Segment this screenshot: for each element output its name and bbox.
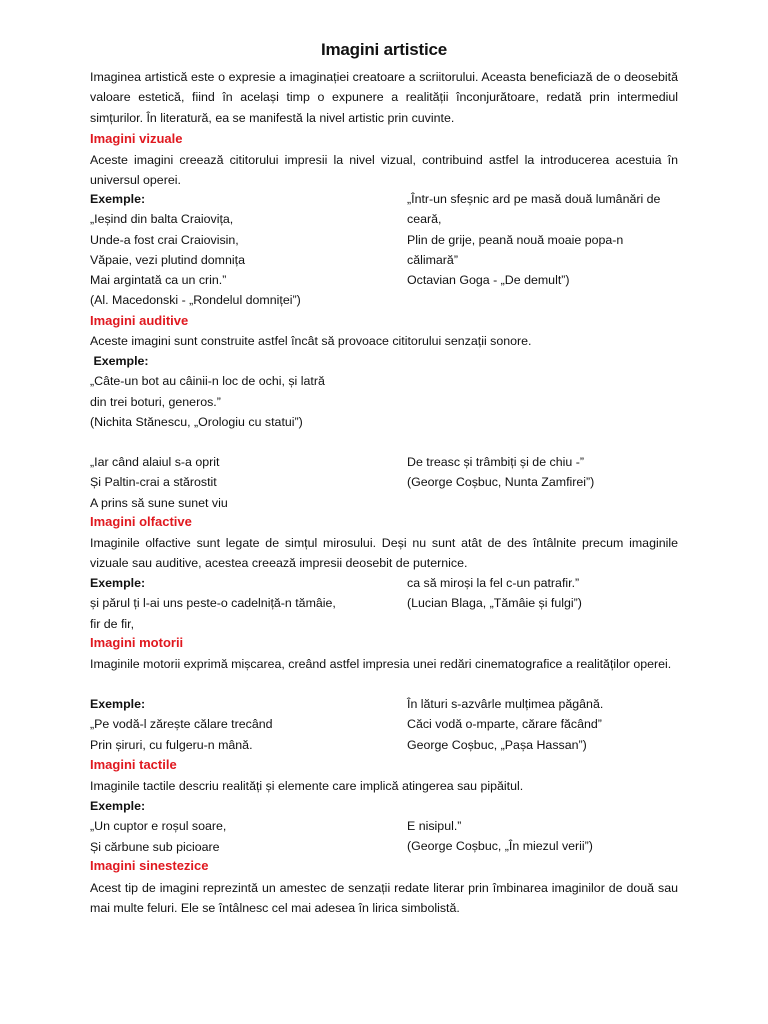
auditive-examples-right xyxy=(407,452,594,493)
intro-paragraph: Imaginea artistică este o expresie a imaginației creatoare a scriitorului. Aceasta beneficiază de o deosebită valoare estetică, fiind în același timp o expunere a realității înconjurătoare, redată prin intermediul simțurilor. În literatură, ea se manifestă la nivel artistic prin cuvinte. xyxy=(90,70,678,125)
verse-citation: (Al. Macedonski - „Rondelul domniței”) xyxy=(90,293,301,308)
page-title: Imagini artistice xyxy=(320,40,448,59)
heading-imagini-vizuale: Imagini vizuale xyxy=(90,131,183,146)
tactile-examples-left xyxy=(90,796,226,857)
verse-line: A prins să sune sunet viu xyxy=(90,495,228,510)
verse-line: Văpaie, vezi plutind domnița xyxy=(90,252,245,267)
verse-line: Prin șiruri, cu fulgeru-n mână. xyxy=(90,737,253,752)
verse-line: „Ieșind din balta Craiovița, xyxy=(90,212,234,227)
verse-line: „Într-un sfeșnic ard pe masă două lumânări de xyxy=(407,192,661,206)
verse-line: fir de fir, xyxy=(90,616,135,631)
verse-line: „Iar când alaiul s-a oprit xyxy=(90,455,220,469)
heading-imagini-sinestezice: Imagini sinestezice xyxy=(90,858,209,873)
heading-imagini-tactile: Imagini tactile xyxy=(90,757,177,772)
verse-line: din trei boturi, generos.” xyxy=(90,394,221,409)
auditive-paragraph: Aceste imagini sunt construite astfel încât să provoace cititorului senzații sonore. xyxy=(90,334,532,348)
verse-line: Plin de grije, peană nouă moaie popa-n xyxy=(407,232,624,247)
verse-line: și părul ți l-ai uns peste-o cadelniță-n tămâie, xyxy=(90,596,336,611)
vizuale-examples-left xyxy=(90,189,301,311)
verse-line: E nisipul.” xyxy=(407,819,462,833)
motorii-examples-right xyxy=(407,694,603,755)
tactile-paragraph: Imaginile tactile descriu realități și elemente care implică atingerea sau pipăitul. xyxy=(90,779,524,793)
verse-citation: Octavian Goga - „De demult”) xyxy=(407,273,570,288)
verse-line: ca să miroși la fel c-un patrafir.” xyxy=(407,576,580,590)
olfactive-examples-right xyxy=(407,573,582,614)
verse-citation: (George Coșbuc, „În miezul verii”) xyxy=(407,839,593,854)
exemple-label: Exemple: xyxy=(90,192,146,206)
olfactive-examples-left xyxy=(90,573,336,634)
exemple-label: Exemple: xyxy=(90,354,149,368)
verse-citation: (George Coșbuc, Nunta Zamfirei”) xyxy=(407,475,595,490)
auditive-example-1 xyxy=(90,351,325,432)
verse-line: În lături s-azvârle mulțimea păgână. xyxy=(407,697,604,711)
exemple-label: Exemple: xyxy=(90,799,146,813)
verse-citation: George Coșbuc, „Pașa Hassan”) xyxy=(407,737,587,752)
verse-line: Și cărbune sub picioare xyxy=(90,839,220,854)
motorii-examples-left xyxy=(90,694,273,755)
verse-citation: (Nichita Stănescu, „Orologiu cu statui”) xyxy=(90,414,303,429)
motorii-paragraph: Imaginile motorii exprimă mișcarea, creând astfel impresia unei redări cinematografice a realităților operei. xyxy=(90,657,672,671)
vizuale-paragraph: Aceste imagini creează cititorului impresii la nivel vizual, contribuind astfel la introducerea acestuia în universul operei. xyxy=(90,153,678,188)
heading-imagini-motorii: Imagini motorii xyxy=(90,635,184,650)
exemple-label: Exemple: xyxy=(90,697,146,711)
heading-imagini-olfactive: Imagini olfactive xyxy=(90,514,192,529)
verse-line: Mai argintată ca un crin.” xyxy=(90,273,227,288)
auditive-examples-left xyxy=(90,452,228,513)
verse-line: ceară, xyxy=(407,212,442,227)
olfactive-paragraph: Imaginile olfactive sunt legate de simțul mirosului. Deși nu sunt atât de des întâlnite precum imaginile vizuale sau auditive, acestea creează impresii deosebit de puternice. xyxy=(90,536,678,571)
verse-line: „Un cuptor e roșul soare, xyxy=(90,819,227,834)
vizuale-examples-right xyxy=(407,189,660,290)
verse-line: Căci vodă o-mparte, cărare făcând” xyxy=(407,717,602,732)
verse-line: De treasc și trâmbiți și de chiu -” xyxy=(407,455,584,469)
verse-line: călimară” xyxy=(407,252,458,267)
tactile-examples-right xyxy=(407,816,593,857)
verse-line: Unde-a fost crai Craiovisin, xyxy=(90,232,239,247)
heading-imagini-auditive: Imagini auditive xyxy=(90,313,189,328)
verse-citation: (Lucian Blaga, „Tămâie și fulgi”) xyxy=(407,596,582,611)
verse-line: „Pe vodă-l zărește călare trecând xyxy=(90,717,273,732)
verse-line: „Câte-un bot au câinii-n loc de ochi, și latră xyxy=(90,374,325,389)
sinestezice-paragraph: Acest tip de imagini reprezintă un amestec de senzații redate literar prin îmbinarea imaginilor de două sau mai multe feluri. Ele se întâlnesc cel mai adesea în lirica simbolistă. xyxy=(90,881,678,916)
exemple-label: Exemple: xyxy=(90,576,146,590)
verse-line: Și Paltin-crai a stărostit xyxy=(90,475,217,490)
